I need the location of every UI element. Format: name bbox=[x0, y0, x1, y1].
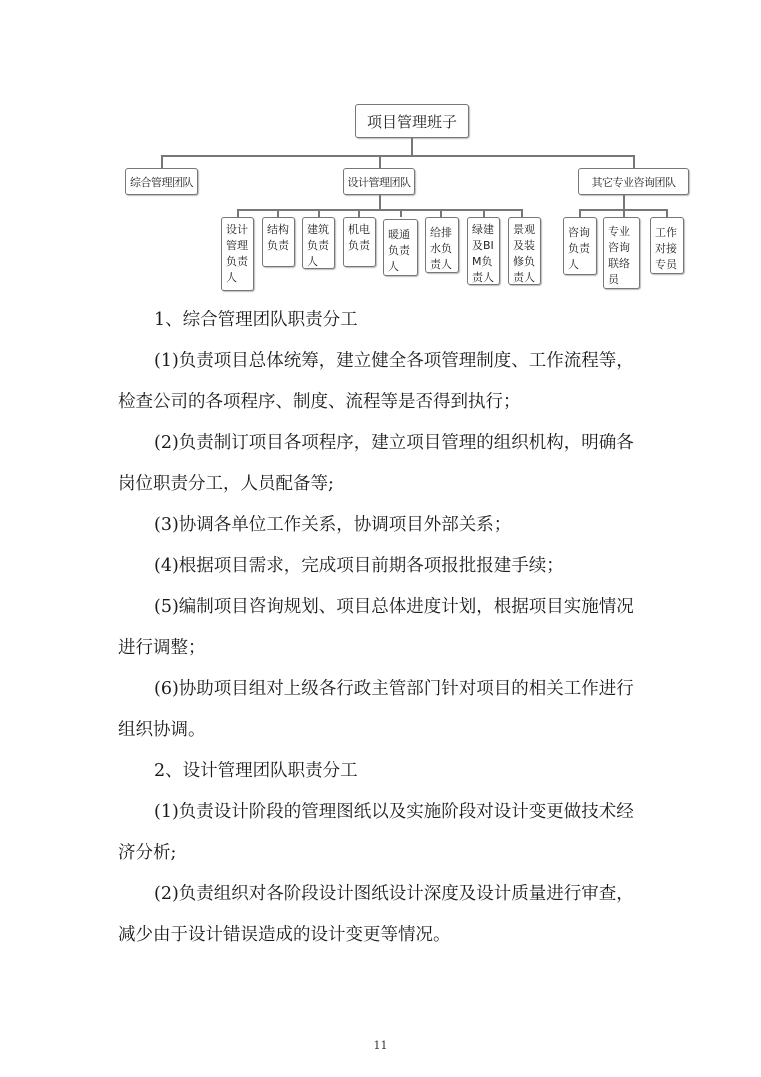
member-box bbox=[467, 217, 500, 285]
section1-item-3: (3)协调各单位工作关系，协调项目外部关系； bbox=[154, 515, 512, 535]
org-root-label: 项目管理班子 bbox=[366, 112, 457, 131]
section1-heading: 1、综合管理团队职责分工 bbox=[154, 310, 358, 330]
member-box bbox=[221, 217, 254, 291]
member-label: 结构负责 bbox=[267, 223, 289, 252]
team-box-other bbox=[578, 168, 689, 195]
connector bbox=[666, 209, 668, 217]
connector bbox=[623, 195, 625, 210]
member-box bbox=[563, 217, 597, 275]
connector bbox=[277, 209, 279, 217]
member-box bbox=[425, 217, 459, 273]
connector bbox=[521, 209, 523, 217]
section1-item-4: (4)根据项目需求，完成项目前期各项报批报建手续； bbox=[154, 556, 564, 576]
member-label: 工作对接专员 bbox=[655, 226, 677, 271]
org-root-box bbox=[355, 104, 469, 138]
page-number: 11 bbox=[373, 1039, 388, 1052]
team-label: 综合管理团队 bbox=[130, 175, 193, 189]
team-box-design bbox=[343, 168, 415, 195]
member-box bbox=[603, 217, 640, 289]
member-box bbox=[383, 219, 418, 276]
section2-item-2: (2)负责组织对各阶段设计图纸设计深度及设计质量进行审查，减少由于设计错误造成的设计变更等情况。 bbox=[118, 884, 634, 945]
connector bbox=[633, 155, 635, 168]
member-box bbox=[343, 217, 376, 267]
member-label: 暖通负责人 bbox=[388, 228, 410, 273]
connector bbox=[161, 155, 163, 168]
section1-item-6: (6)协助项目组对上级各行政主管部门针对项目的相关工作进行组织协调。 bbox=[118, 679, 634, 740]
member-box bbox=[650, 217, 684, 274]
org-chart bbox=[0, 0, 761, 300]
member-label: 咨询负责人 bbox=[568, 226, 590, 271]
section2-item-1: (1)负责设计阶段的管理图纸以及实施阶段对设计变更做技术经济分析; bbox=[118, 802, 634, 863]
section1-item-2: (2)负责制订项目各项程序，建立项目管理的组织机构，明确各岗位职责分工，人员配备等; bbox=[118, 433, 634, 494]
connector bbox=[440, 209, 442, 217]
member-label: 给排水负责人 bbox=[430, 226, 452, 271]
connector bbox=[400, 209, 402, 217]
connector bbox=[623, 209, 625, 217]
section1-item-1: (1)负责项目总体统筹，建立健全各项管理制度、工作流程等，检查公司的各项程序、制度、流程等是否得到执行； bbox=[118, 351, 634, 412]
connector bbox=[483, 209, 485, 217]
connector bbox=[318, 209, 320, 217]
connector bbox=[237, 209, 521, 211]
member-label: 景观及装修负责人 bbox=[513, 223, 535, 284]
connector bbox=[379, 195, 381, 210]
team-label: 其它专业咨询团队 bbox=[591, 175, 676, 189]
member-box bbox=[262, 217, 295, 267]
section1-item-5: (5)编制项目咨询规划、项目总体进度计划，根据项目实施情况进行调整； bbox=[118, 597, 634, 658]
connector bbox=[237, 209, 239, 217]
member-label: 专业咨询联络员 bbox=[608, 225, 630, 286]
connector bbox=[579, 209, 581, 217]
team-label: 设计管理团队 bbox=[347, 175, 411, 189]
member-label: 建筑负责人 bbox=[307, 223, 329, 268]
member-label: 绿建及BIM负责人 bbox=[472, 223, 494, 284]
member-box bbox=[302, 217, 335, 269]
section2-heading: 2、设计管理团队职责分工 bbox=[154, 761, 358, 781]
team-box-general bbox=[125, 168, 198, 195]
member-label: 机电负责 bbox=[348, 223, 370, 252]
member-box bbox=[508, 217, 541, 285]
connector bbox=[358, 209, 360, 217]
member-label: 设计管理负责人 bbox=[226, 223, 248, 284]
connector bbox=[411, 138, 413, 155]
connector bbox=[379, 155, 381, 168]
connector bbox=[161, 155, 634, 157]
